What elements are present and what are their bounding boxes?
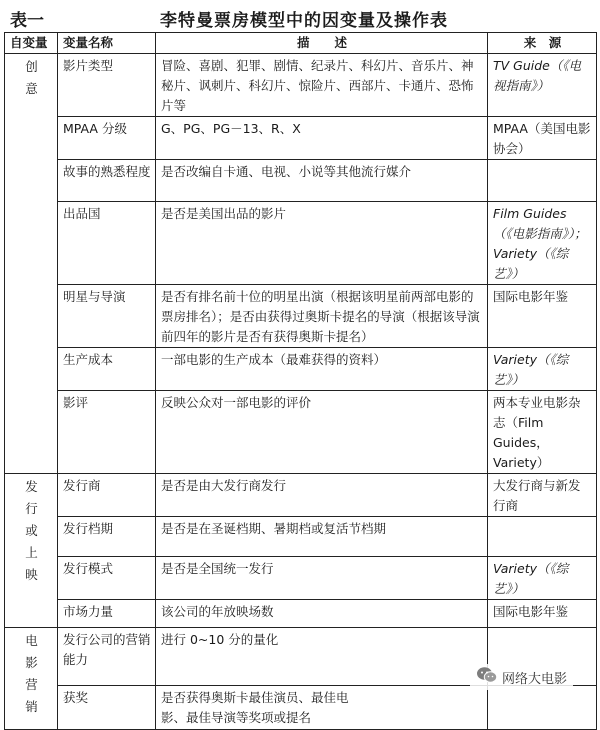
wechat-icon — [476, 666, 498, 688]
variable-source: 国际电影年鉴 — [488, 285, 597, 348]
table-row — [5, 160, 597, 202]
column-header-description: 描 述 — [156, 33, 488, 54]
variable-source: Variety（《综艺》） — [488, 557, 597, 600]
group-label: 创意 — [25, 59, 38, 96]
table-row — [5, 54, 597, 117]
variable-description: 冒险、喜剧、犯罪、剧情、纪录片、科幻片、音乐片、神秘片、讽刺片、科幻片、惊险片、西部片、卡通片、恐怖片等 — [156, 54, 488, 117]
variable-description: 是否有排名前十位的明星出演（根据该明星前两部电影的票房排名）；是否由获得过奥斯卡提名的导演（根据该导演前四年的影片是否有获得奥斯卡提名） — [156, 285, 488, 348]
group-label: 电影营销 — [25, 633, 38, 714]
variable-name: MPAA 分级 — [58, 117, 156, 160]
variable-description: 是否是全国统一发行 — [156, 557, 488, 600]
variable-description: 是否改编自卡通、电视、小说等其他流行媒介 — [156, 160, 488, 202]
table-row — [5, 557, 597, 600]
variable-description: 一部电影的生产成本（最难获得的资料） — [156, 348, 488, 391]
variable-name: 发行公司的营销能力 — [58, 628, 156, 686]
variable-source — [488, 517, 597, 557]
variable-source: Film Guides（《电影指南》）；Variety（《综艺》） — [488, 202, 597, 285]
variable-name: 生产成本 — [58, 348, 156, 391]
watermark-text: 网络大电影 — [502, 671, 568, 687]
group-cell-distribution — [5, 474, 58, 628]
variable-description: 是否是由大发行商发行 — [156, 474, 488, 517]
variable-source: Variety（《综艺》） — [488, 348, 597, 391]
variable-description: 是否是美国出品的影片 — [156, 202, 488, 285]
watermark — [470, 664, 573, 690]
variable-name: 影片类型 — [58, 54, 156, 117]
table-row — [5, 391, 597, 474]
variable-name: 发行档期 — [58, 517, 156, 557]
variable-description: G、PG、PG－13、R、X — [156, 117, 488, 160]
column-header-independent-variable: 自变量 — [5, 33, 58, 54]
table-row — [5, 600, 597, 628]
group-cell-marketing — [5, 628, 58, 730]
variable-source: TV Guide（《电视指南》） — [488, 54, 597, 117]
group-cell-creative — [5, 54, 58, 474]
variables-table — [4, 32, 597, 730]
table-row — [5, 202, 597, 285]
table-row — [5, 517, 597, 557]
table-row — [5, 474, 597, 517]
variable-name: 影评 — [58, 391, 156, 474]
variable-source — [488, 160, 597, 202]
variable-source: 两本专业电影杂志（Film Guides，Variety） — [488, 391, 597, 474]
column-header-source: 来 源 — [488, 33, 597, 54]
table-row — [5, 117, 597, 160]
group-label: 发行或上映 — [25, 479, 38, 582]
table-row — [5, 686, 597, 730]
variable-name: 明星与导演 — [58, 285, 156, 348]
variable-source: MPAA（美国电影协会） — [488, 117, 597, 160]
header-row — [5, 33, 597, 54]
variable-source: 大发行商与新发行商 — [488, 474, 597, 517]
variable-source — [488, 686, 597, 730]
column-header-variable-name: 变量名称 — [58, 33, 156, 54]
variable-description: 是否获得奥斯卡最佳演员、最佳电影、最佳导演等奖项或提名 — [156, 686, 488, 730]
variable-name: 市场力量 — [58, 600, 156, 628]
table-label: 表一 — [10, 11, 44, 31]
variable-name: 发行模式 — [58, 557, 156, 600]
variable-description: 进行 0~10 分的量化 — [156, 628, 488, 686]
variable-source: 国际电影年鉴 — [488, 600, 597, 628]
variable-name: 发行商 — [58, 474, 156, 517]
variable-description: 是否是在圣诞档期、暑期档或复活节档期 — [156, 517, 488, 557]
table-row — [5, 348, 597, 391]
variable-name: 出品国 — [58, 202, 156, 285]
variable-description: 反映公众对一部电影的评价 — [156, 391, 488, 474]
variable-name: 故事的熟悉程度 — [58, 160, 156, 202]
variable-description: 该公司的年放映场数 — [156, 600, 488, 628]
table-header — [0, 0, 600, 32]
table-title: 李特曼票房模型中的因变量及操作表 — [160, 11, 448, 31]
variable-name: 获奖 — [58, 686, 156, 730]
table-row — [5, 285, 597, 348]
